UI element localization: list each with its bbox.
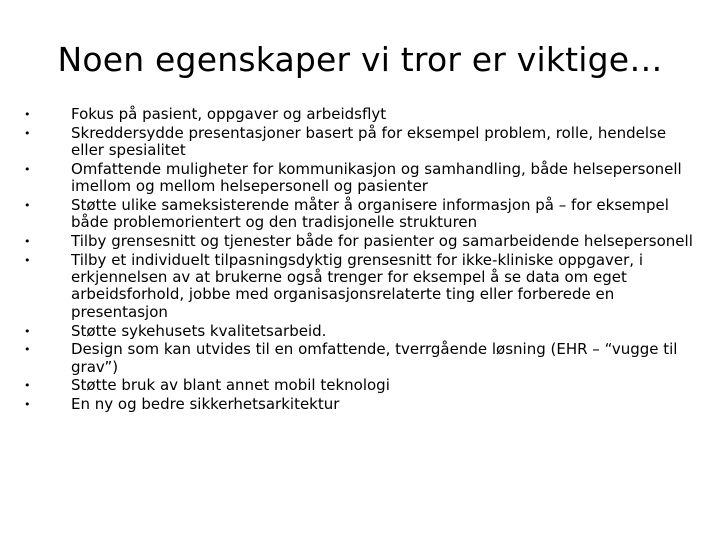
bullet-icon: • [24,343,31,357]
list-item [24,252,696,321]
bullet-icon: • [24,108,31,121]
list-item [24,125,696,160]
bullet-icon: • [24,398,31,412]
list-item [24,377,696,394]
bullet-text: Tilby grensesnitt og tjenester både for pasienter og samarbeidende helsepersonell [71,232,693,251]
bullet-icon: • [24,324,31,338]
list-item [24,323,696,340]
bullet-list [24,106,696,415]
bullet-icon: • [24,126,31,140]
bullet-icon: • [24,253,31,267]
bullet-text: Støtte bruk av blant annet mobil teknologi [71,376,390,395]
list-item [24,161,696,196]
bullet-text: Design som kan utvides til en omfattende, tverrgående løsning (EHR – “vugge til grav”) [71,340,678,376]
bullet-icon: • [24,198,31,212]
list-item [24,233,696,250]
list-item [24,106,696,123]
bullet-text: Fokus på pasient, oppgaver og arbeidsflyt [71,105,387,123]
list-item [24,197,696,232]
list-item [24,396,696,413]
bullet-icon: • [24,235,31,249]
list-item [24,341,696,376]
bullet-text: En ny og bedre sikkerhetsarkitektur [71,395,340,414]
bullet-text: Skreddersydde presentasjoner basert på for eksempel problem, rolle, hendelse eller spesialitet [71,123,667,160]
bullet-text: Støtte sykehusets kvalitetsarbeid. [71,321,327,340]
slide-title: Noen egenskaper vi tror er viktige… [57,40,663,79]
bullet-text: Tilby et individuelt tilpasningsdyktig grensesnitt for ikke-kliniske oppgaver, i erkjennelsen av at brukerne også trenger for eksempel å se data om eget arbeidsforhold, jobbe med organisasjonsrelaterte ting eller forberede en presentasjon [71,250,644,321]
bullet-text: Omfattende muligheter for kommunikasjon og samhandling, både helsepersonell imellom og mellom helsepersonell og pasienter [71,159,682,196]
bullet-text: Støtte ulike sameksisterende måter å organisere informasjon på – for eksempel både problemorientert og den tradisjonelle strukturen [71,195,669,232]
bullet-icon: • [24,162,31,176]
bullet-icon: • [24,379,31,393]
